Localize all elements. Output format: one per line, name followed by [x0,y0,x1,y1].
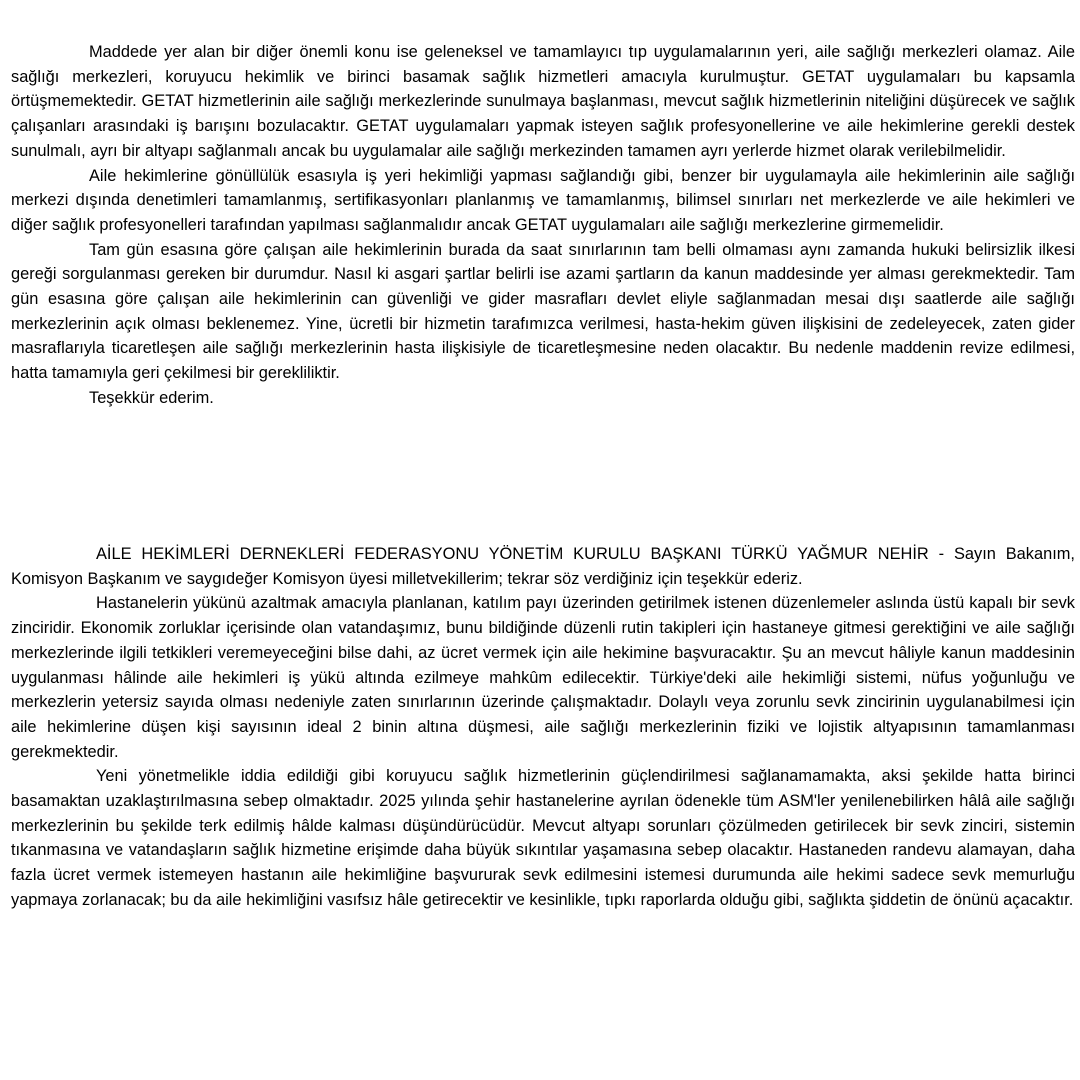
speaker-name: AİLE HEKİMLERİ DERNEKLERİ FEDERASYONU YÖNETİM KURULU BAŞKANI TÜRKÜ YAĞMUR NEHİR [96,545,929,563]
paragraph-getat-topic: Maddede yer alan bir diğer önemli konu ise geleneksel ve tamamlayıcı tıp uygulamalarının yeri, aile sağlığı merkezleri olamaz. Aile sağlığı merkezleri, koruyucu hekimlik ve birinci basamak sağlık hizmetleri amacıyla kurulmuştur. GETAT uygulamaları bu kapsamla örtüşmemektedir. GETAT hizmetlerinin aile sağlığı merkezlerinde sunulmaya başlanması, mevcut sağlık hizmetlerinin niteliğini düşürecek ve sağlık çalışanları arasındaki iş barışını bozulacaktır. GETAT uygulamaları yapmak isteyen sağlık profesyonellerine ve aile hekimlerine gerekli destek sunulmalı, ayrı bir altyapı sağlanmalı ancak bu uygulamalar aile sağlığı merkezinden tamamen ayrı yerlerde hizmet olarak verilebilmelidir. [11,43,1075,160]
section-previous-speaker [11,40,1075,411]
paragraph-thanks: Teşekkür ederim. [89,388,214,407]
paragraph-full-time-hours: Tam gün esasına göre çalışan aile hekimlerinin burada da saat sınırlarının tam belli olmaması aynı zamanda hukuki belirsizlik ilkesi gereği sorgulanması gereken bir durumdur. Nasıl ki asgari şartlar belirli ise azami şartların da kanun maddesinde yer alması gerekmektedir. Tam gün esasına göre çalışan aile hekimlerinin can güvenliği ve gider masrafları devlet eliyle sağlanmadan mesai dışı saatlerde aile sağlığı merkezlerinin açık olması beklenemez. Yine, ücretli bir hizmetin tarafımızca verilmesi, hasta-hekim güven ilişkisini de zedeleyecek, zaten gider masraflarıyla ticaretleşen aile sağlığı merkezlerinin hasta ilişkisiyle de ticaretleşmesine neden olacaktır. Bu nedenle maddenin revize edilmesi, hatta tamamıyla geri çekilmesi bir gerekliliktir. [11,240,1075,383]
paragraph-new-regulation: Yeni yönetmelikle iddia edildiği gibi koruyucu sağlık hizmetlerinin güçlendirilmesi sağlanamamakta, aksi şekilde hatta birinci basamaktan uzaklaştırılmasına sebep olmaktadır. 2025 yılında şehir hastanelerine ayrılan ödenekle tüm ASM'ler yenilenebilirken hâlâ aile sağlığı merkezlerinin bu şekilde terk edilmiş hâlde kalması düşündürücüdür. Mevcut altyapı sorunları çözülmeden getirilecek bir sevk zinciri, sistemin tıkanmasına ve vatandaşların sağlık hizmetine erişimde daha büyük sıkıntılar yaşamasına sebep olacaktır. Hastaneden randevu alamayan, daha fazla ücret vermek istemeyen hastanın aile hekimliğine başvururak sevk edilmesini istemesi durumunda aile hekimi sadece sevk memurluğu yapmaya zorlanacak; bu da aile hekimliğini vasıfsız hâle getirecektir ve kesinlikle, tıpkı raporlarda olduğu gibi, sağlıkta şiddetin de önünü açacaktır. [11,767,1075,909]
paragraph-speaker-opening [11,542,1075,591]
paragraph-referral-chain: Hastanelerin yükünü azaltmak amacıyla planlanan, katılım payı üzerinden getirilmek istenen düzenlemeler aslında üstü kapalı bir sevk zinciridir. Ekonomik zorluklar içerisinde olan vatandaşımız, bunu bildiğinde düzenli rutin takipleri için hastaneye gitmesi gerektiğini ve aile sağlığı merkezlerinde ilgili tetkikleri veremeyeceğini bilse dahi, az ücret vermek için aile hekimine başvuracaktır. Şu an mevcut hâliyle kanun maddesinin uygulanması hâlinde aile hekimleri iş yükü altında ezilmeye mahkûm edilecektir. Türkiye'deki aile hekimliği sistemi, nüfus yoğunluğu ve merkezlerin yetersiz sayıda olması nedeniyle zaten sınırlarının üzerinde çalışmaktadır. Dolaylı veya zorunlu sevk zincirinin uygulanabilmesi için aile hekimlerine düşen kişi sayısının ideal 2 binin altına düşmesi, aile sağlığı merkezlerinin fiziki ve lojistik altyapısının tamamlanması gerekmektedir. [11,594,1075,761]
opening-remarks: - Sayın Bakanım, Komisyon Başkanım ve saygıdeğer Komisyon üyesi milletvekillerim; tekrar söz verdiğiniz için teşekkür ederiz. [11,545,1075,588]
section-federation-president [11,542,1075,913]
paragraph-voluntary-basis: Aile hekimlerine gönüllülük esasıyla iş yeri hekimliği yapması sağlandığı gibi, benzer bir uygulamayla aile hekimlerinin aile sağlığı merkezi dışında denetimleri tamamlanmış, sertifikasyonları planlanmış ve tamamlanmış, bilimsel sınırları net merkezlerde ve aile hekimleri ve diğer sağlık profesyonelleri tarafından yapılması sağlanmalıdır ancak GETAT uygulamaları aile sağlığı merkezlerine girmemelidir. [11,166,1075,234]
